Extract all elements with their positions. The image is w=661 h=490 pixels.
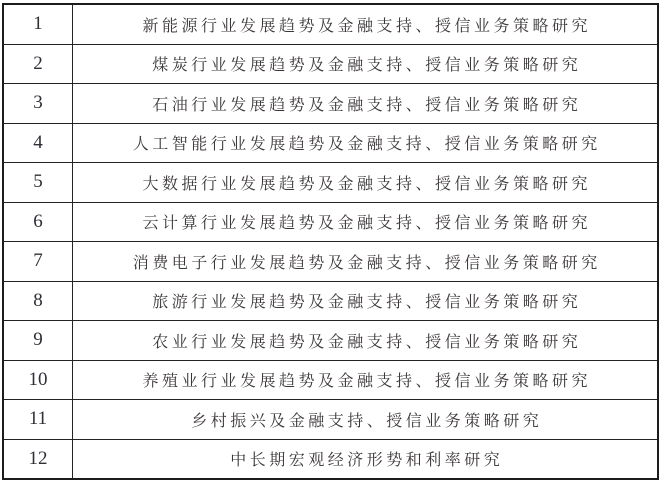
row-number: 9 [4, 321, 73, 360]
table-row [4, 281, 657, 321]
row-number: 2 [4, 45, 73, 84]
row-number: 3 [4, 84, 73, 123]
row-number: 7 [4, 242, 73, 281]
row-title: 旅游行业发展趋势及金融支持、授信业务策略研究 [152, 294, 582, 312]
row-number: 12 [4, 440, 73, 479]
table-row [4, 399, 657, 439]
row-number: 5 [4, 163, 73, 202]
table-row [4, 5, 657, 44]
row-title: 养殖业行业发展趋势及金融支持、授信业务策略研究 [142, 373, 591, 391]
table-row [4, 83, 657, 123]
research-topics-table [2, 3, 659, 480]
row-title: 中长期宏观经济形势和利率研究 [230, 452, 504, 470]
row-number: 4 [4, 124, 73, 163]
row-title: 人工智能行业发展趋势及金融支持、授信业务策略研究 [132, 136, 601, 154]
row-title: 新能源行业发展趋势及金融支持、授信业务策略研究 [142, 17, 591, 35]
table-row [4, 162, 657, 202]
row-title: 石油行业发展趋势及金融支持、授信业务策略研究 [152, 96, 582, 114]
row-title: 云计算行业发展趋势及金融支持、授信业务策略研究 [142, 215, 591, 233]
row-title: 煤炭行业发展趋势及金融支持、授信业务策略研究 [152, 57, 582, 75]
row-number: 6 [4, 203, 73, 242]
row-number: 1 [4, 5, 73, 44]
table-row [4, 360, 657, 400]
table-row [4, 439, 657, 479]
row-title: 大数据行业发展趋势及金融支持、授信业务策略研究 [142, 175, 591, 193]
table-row [4, 123, 657, 163]
table-row [4, 320, 657, 360]
row-title: 消费电子行业发展趋势及金融支持、授信业务策略研究 [132, 254, 601, 272]
row-title: 乡村振兴及金融支持、授信业务策略研究 [191, 412, 543, 430]
row-number: 11 [4, 400, 73, 439]
row-title: 农业行业发展趋势及金融支持、授信业务策略研究 [152, 333, 582, 351]
table-row [4, 44, 657, 84]
row-number: 10 [4, 361, 73, 400]
row-number: 8 [4, 282, 73, 321]
table-row [4, 202, 657, 242]
table-row [4, 241, 657, 281]
